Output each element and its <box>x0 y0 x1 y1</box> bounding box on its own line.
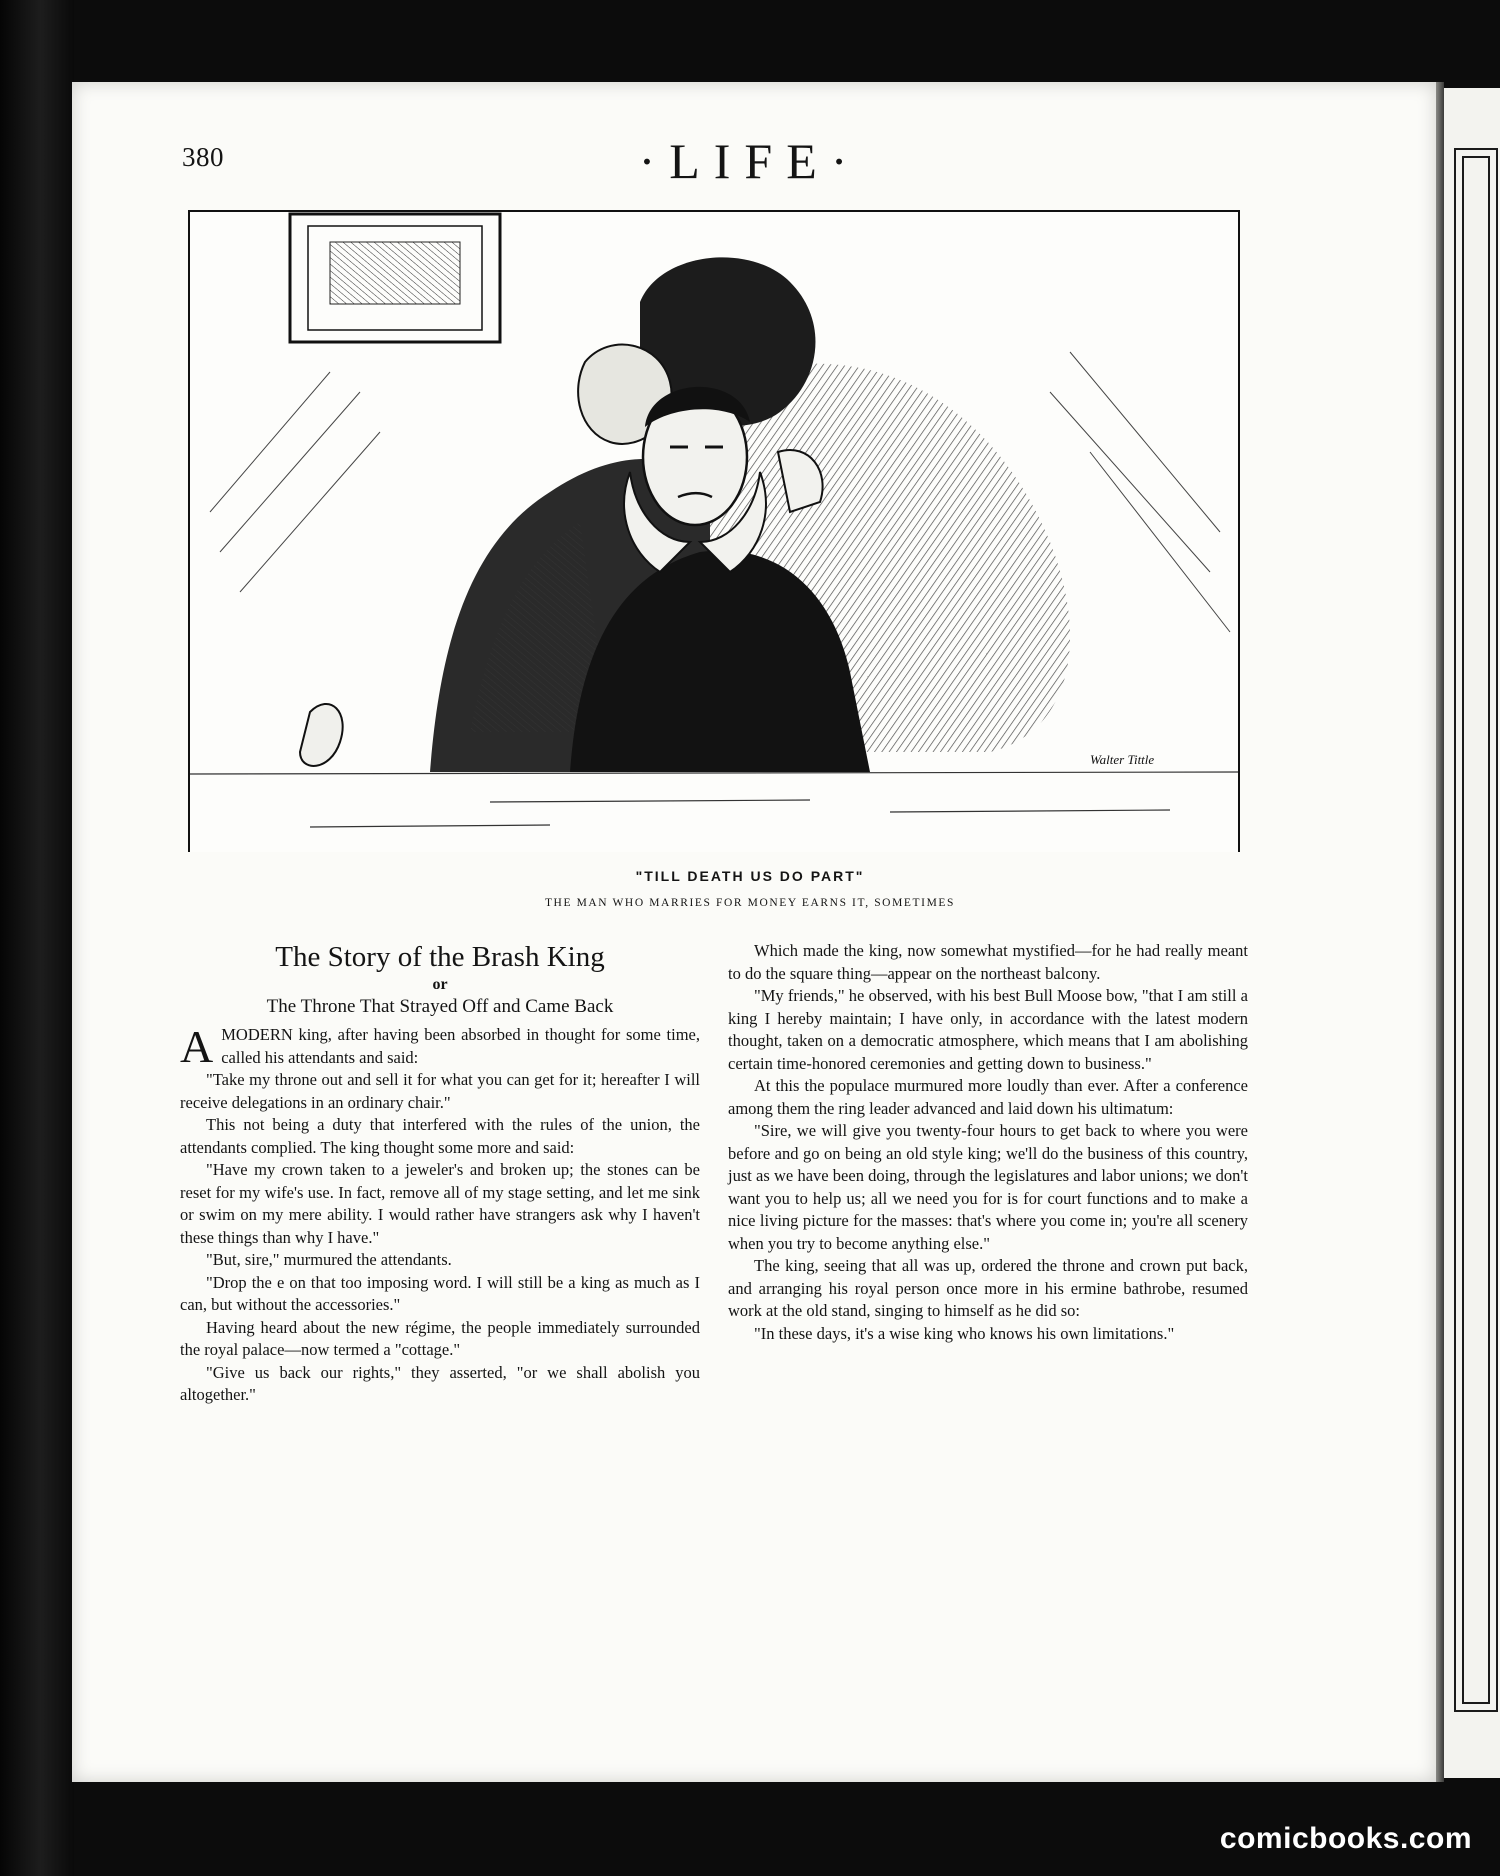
paragraph-text: MODERN king, after having been absorbed in thought for some time, called his attendants and said: <box>221 1025 700 1067</box>
paragraph: "Sire, we will give you twenty-four hours to get back to where you were before and go on being an old style king; we'll do the business of this country, just as we have been doing, through the legislatures and labor unions; we don't want you to help us; all we need you for is for court functions and to make a nice living picture for the masses: that's where you come in; you're all scenery when you try to become anything else." <box>728 1121 1248 1253</box>
paragraph: "Drop the e on that too imposing word. I will still be a king as much as I can, but without the accessories." <box>180 1272 700 1314</box>
story-column-left <box>180 940 700 1407</box>
caption-subtitle: THE MAN WHO MARRIES FOR MONEY EARNS IT, SOMETIMES <box>544 897 956 909</box>
scan-gutter <box>0 0 74 1876</box>
page-number: 380 <box>182 142 224 172</box>
site-watermark: comicbooks.com <box>1219 1822 1472 1855</box>
paragraph: "Take my throne out and sell it for what you can get for it; hereafter I will receive delegations in an ordinary chair." <box>180 1070 700 1112</box>
story-or: or <box>432 976 448 993</box>
cartoon-illustration <box>188 210 1240 852</box>
paragraph: This not being a duty that interfered with the rules of the union, the attendants complied. The king thought some more and said: <box>180 1115 700 1157</box>
paragraph <box>180 1021 700 1072</box>
story-column-right <box>728 940 1248 1345</box>
paragraph: The king, seeing that all was up, ordered the throne and crown put back, and arranging his royal person once more in his ermine bathrobe, resumed work at the old stand, singing to himself as he did so: <box>728 1256 1248 1320</box>
paragraph: "My friends," he observed, with his best Bull Moose bow, "that I am still a king I hereby maintain; I have only, in accordance with the latest modern thought, taken on a democratic atmosphere, which means that I am abolishing certain time-honored ceremonies and getting down to business." <box>728 986 1248 1073</box>
paragraph: Having heard about the new régime, the people immediately surrounded the royal palace—now termed a "cottage." <box>180 1317 700 1359</box>
story-subtitle: The Throne That Strayed Off and Came Back <box>266 996 614 1017</box>
paragraph: At this the populace murmured more loudly than ever. After a conference among them the ring leader advanced and laid down his ultimatum: <box>728 1076 1248 1118</box>
cartoon-drawing <box>190 212 1238 852</box>
artist-signature: Walter Tittle <box>1090 752 1155 767</box>
paragraph: "In these days, it's a wise king who knows his own limitations." <box>754 1323 1175 1343</box>
story-title: The Story of the Brash King <box>275 941 605 973</box>
masthead: ·LIFE· <box>638 133 862 189</box>
caption-title: "TILL DEATH US DO PART" <box>635 868 865 884</box>
facing-page-border-inner <box>1462 156 1490 1704</box>
paragraph: Which made the king, now somewhat mystified—for he had really meant to do the square thing—appear on the northeast balcony. <box>728 941 1248 983</box>
paragraph: "Have my crown taken to a jeweler's and broken up; the stones can be reset for my wife's use. In fact, remove all of my stage setting, and let me sink or swim on my mere ability. I would rather have strangers ask why I haven't these things than why I have." <box>180 1160 700 1247</box>
page-spine <box>1436 82 1444 1782</box>
wall-picture <box>290 214 500 342</box>
drop-cap: A <box>180 1021 214 1072</box>
paragraph: "But, sire," murmured the attendants. <box>206 1250 452 1269</box>
paragraph: "Give us back our rights," they asserted, "or we shall abolish you altogether." <box>180 1362 700 1404</box>
facing-page-edge <box>1444 88 1500 1778</box>
